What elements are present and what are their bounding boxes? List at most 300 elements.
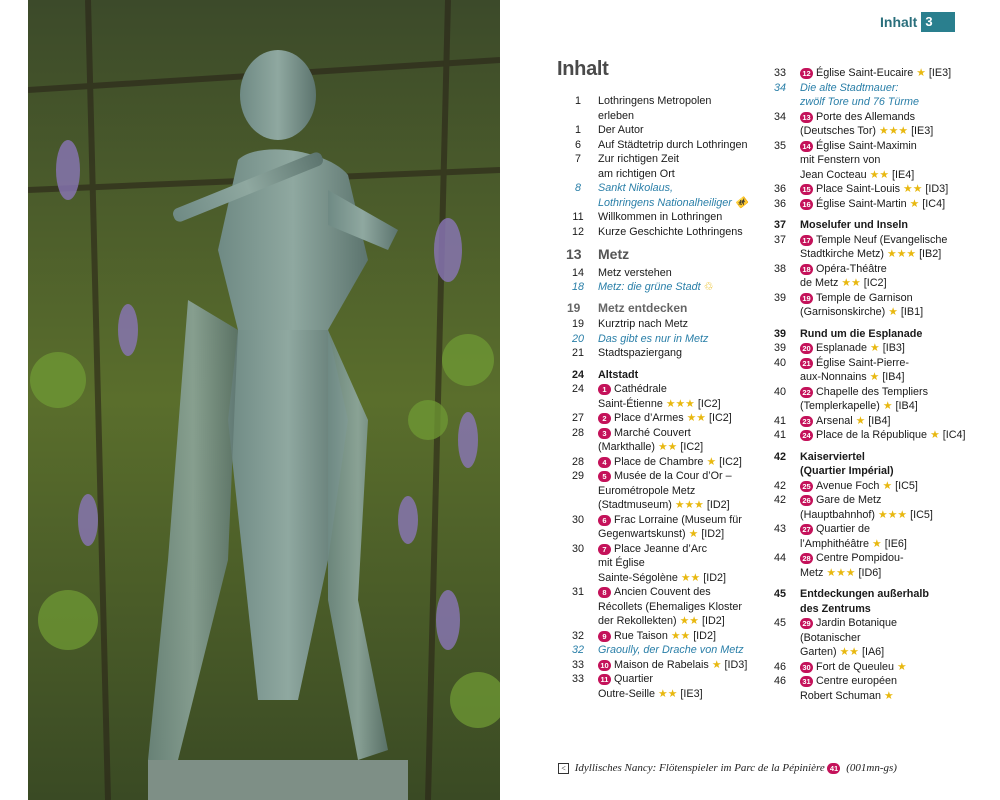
toc-entry <box>558 94 758 123</box>
map-reference: [IC2] <box>719 455 742 468</box>
toc-entry-label: Rund um die Esplanade <box>800 327 923 340</box>
rating-stars: ★★★ <box>674 499 704 511</box>
rating-stars: ★★ <box>841 277 861 289</box>
rating-stars: ★★★ <box>879 125 909 137</box>
toc-page-number: 14 <box>571 266 584 279</box>
toc-entry <box>558 455 758 470</box>
toc-entry-label: Auf Städtetrip durch Lothringen <box>598 138 748 151</box>
toc-entry-text <box>800 479 970 494</box>
rating-stars: ★ <box>872 537 882 550</box>
toc-page-number: 21 <box>571 347 584 359</box>
toc-entry-label: Kurztrip nach Metz <box>598 318 689 330</box>
toc-entry-text <box>598 94 758 123</box>
toc-entry-text <box>598 225 758 240</box>
toc-entry <box>760 385 970 414</box>
toc-entry <box>558 225 758 240</box>
toc-page-number: 39 <box>773 342 786 354</box>
toc-page-number: 37 <box>773 233 786 246</box>
sight-number-badge: 6 <box>598 515 611 526</box>
toc-entry-label: Jardin Botanique (Botanischer Garten) <box>800 617 898 658</box>
toc-page-number: 6 <box>574 138 581 151</box>
toc-entry-text <box>598 629 758 644</box>
toc-entry-label: Fort de Queuleu <box>816 660 895 673</box>
sight-number-badge: 8 <box>598 587 611 598</box>
toc-entry-label: Kurze Geschichte Lothringens <box>598 225 743 238</box>
toc-entry-label: Place d’Armes <box>614 412 684 424</box>
toc-page-number: 33 <box>773 67 786 79</box>
rating-stars: ★ <box>882 400 893 412</box>
photo-caption <box>558 762 897 774</box>
rating-stars: ★★ <box>670 629 691 642</box>
toc-page-number: 19 <box>567 300 581 315</box>
toc-entry <box>760 110 970 139</box>
toc-page-number: 32 <box>571 644 584 656</box>
caption-pointer-icon: < <box>558 763 569 774</box>
rating-stars: ★★ <box>686 412 706 424</box>
toc-entry-text <box>598 138 758 153</box>
toc-page-number: 44 <box>773 552 786 564</box>
toc-entry-text <box>598 332 758 347</box>
toc-page-number: 40 <box>773 385 786 398</box>
map-reference: [IB4] <box>895 400 918 412</box>
rating-stars: ★★★ <box>665 397 695 410</box>
map-reference: [ID6] <box>858 566 882 579</box>
toc-page-number: 24 <box>571 383 584 395</box>
toc-entry-label: Temple Neuf (Evangelische Stadtkirche Metz) <box>800 233 948 260</box>
toc-entry-text <box>598 266 758 281</box>
toc-page-number: 32 <box>571 629 584 642</box>
toc-entry <box>558 469 758 513</box>
toc-entry <box>760 81 970 110</box>
toc-entry <box>558 411 758 426</box>
sight-number-badge: 17 <box>800 235 813 246</box>
map-reference: [IC2] <box>863 277 887 289</box>
toc-page-number: 42 <box>773 494 786 506</box>
toc-entry <box>760 341 970 356</box>
toc-entry-text <box>598 368 758 383</box>
toc-entry <box>760 66 970 81</box>
sight-number-badge: 29 <box>800 618 813 629</box>
toc-title: Inhalt <box>557 58 609 80</box>
toc-page-number: 39 <box>773 327 786 340</box>
toc-entry <box>760 197 970 212</box>
sight-number-badge: 19 <box>800 293 813 304</box>
toc-entry-label: Moselufer und Inseln <box>800 219 908 231</box>
toc-entry-text <box>800 139 970 183</box>
toc-entry-text <box>598 585 758 629</box>
toc-entry-label: Das gibt es nur in Metz <box>598 332 709 345</box>
toc-entry <box>558 123 758 138</box>
map-reference: [IC4] <box>922 197 946 210</box>
toc-entry-label: Metz verstehen <box>598 266 672 279</box>
sight-number-badge: 15 <box>800 184 813 195</box>
toc-page-number: 30 <box>571 542 584 555</box>
toc-entry <box>760 414 970 429</box>
toc-entry-label: Église Saint-Eucaire <box>816 67 914 79</box>
toc-page-number: 1 <box>574 95 581 107</box>
toc-entry-text <box>598 513 758 542</box>
toc-entry <box>558 181 758 210</box>
toc-entry <box>760 356 970 385</box>
rating-stars: ★ <box>909 197 920 210</box>
sight-number-badge: 2 <box>598 413 611 424</box>
toc-entry <box>760 262 970 291</box>
rating-stars: ★★ <box>658 687 678 700</box>
rating-stars: ★ <box>706 455 717 468</box>
toc-page-number: 38 <box>773 262 786 275</box>
toc-entry-text <box>800 414 970 429</box>
toc-page-number: 13 <box>566 246 582 262</box>
toc-entry-text <box>800 233 970 262</box>
sight-number-badge: 3 <box>598 428 611 439</box>
map-reference: [ID2] <box>701 528 725 540</box>
toc-entry <box>558 542 758 586</box>
sight-number-badge: 20 <box>800 343 813 354</box>
sight-number-badge: 9 <box>598 631 611 642</box>
map-reference: [IC2] <box>708 412 732 424</box>
sight-number-badge: 31 <box>800 676 813 687</box>
map-reference: [IC4] <box>942 429 966 441</box>
toc-page-number: 37 <box>773 219 786 231</box>
toc-entry <box>760 616 970 660</box>
page-number: 3 <box>921 12 955 32</box>
toc-page-number: 34 <box>773 110 786 123</box>
toc-page-number: 28 <box>571 426 584 439</box>
map-reference: [IA6] <box>861 646 885 658</box>
toc-entry-label: Metz: die grüne Stadt <box>598 281 701 293</box>
toc-entry <box>558 382 758 411</box>
toc-entry-label: Frac Lorraine (Museum für Gegenwartskunst) <box>598 513 742 540</box>
map-reference: [IE3] <box>928 67 952 79</box>
sight-number-badge: 11 <box>598 674 611 685</box>
map-reference: [ID2] <box>706 499 730 511</box>
sight-number-badge: 26 <box>800 495 813 506</box>
tip-icon: 🚸 <box>734 196 749 209</box>
toc-entry-text <box>598 123 758 138</box>
map-reference: [IE6] <box>884 537 907 550</box>
toc-page-number: 27 <box>571 412 584 424</box>
toc-entry <box>558 368 758 383</box>
toc-entry-label: Centre Pompidou- Metz <box>800 552 904 579</box>
map-reference: [IC5] <box>895 479 918 492</box>
toc-entry-text <box>598 469 758 513</box>
toc-entry-text <box>800 327 970 342</box>
toc-entry-label: Ancien Couvent des Récollets (Ehemaliges Kloster der Rekollekten) <box>598 586 743 627</box>
toc-entry-label: Marché Couvert (Markthalle) <box>598 426 691 453</box>
rating-stars: ★ <box>916 67 926 79</box>
toc-entry-text <box>800 291 970 320</box>
toc-entry <box>760 291 970 320</box>
rating-stars: ★ <box>897 660 907 673</box>
toc-entry <box>760 551 970 580</box>
map-reference: [IE4] <box>892 168 915 181</box>
toc-entry <box>760 233 970 262</box>
toc-entry-text <box>800 81 970 110</box>
toc-entry-label: Temple de Garnison (Garnisonskirche) <box>800 291 913 318</box>
running-header <box>880 12 955 32</box>
toc-column-left <box>558 94 758 701</box>
map-reference: [IB4] <box>868 414 891 427</box>
sight-number-badge: 21 <box>800 358 813 369</box>
toc-entry-label: Porte des Allemands (Deutsches Tor) <box>800 110 916 137</box>
toc-entry-text <box>800 522 970 551</box>
rating-stars: ★★ <box>680 571 701 584</box>
toc-page-number: 46 <box>773 660 786 673</box>
map-reference: [IB4] <box>882 371 905 383</box>
toc-page-number: 18 <box>571 281 584 293</box>
toc-entry-text <box>598 181 758 210</box>
toc-entry <box>760 218 970 233</box>
sight-number-badge: 23 <box>800 416 813 427</box>
rating-stars: ★★★ <box>887 248 917 260</box>
toc-entry-label: Gare de Metz (Hauptbahnhof) <box>800 494 882 521</box>
toc-entry <box>558 643 758 658</box>
toc-entry-text <box>598 210 758 225</box>
toc-entry <box>760 327 970 342</box>
toc-entry <box>558 426 758 455</box>
sight-number-badge: 13 <box>800 112 813 123</box>
toc-entry-label: Stadtspaziergang <box>598 347 683 359</box>
toc-entry-label: Centre européen Robert Schuman <box>800 675 898 702</box>
toc-entry <box>760 182 970 197</box>
toc-entry-label: Place de la République <box>816 429 928 441</box>
toc-entry-label: Place de Chambre <box>614 455 704 468</box>
toc-entry-label: Entdeckungen außerhalb des Zentrums <box>800 588 929 615</box>
toc-entry-text <box>800 587 970 616</box>
toc-entry-text <box>800 341 970 356</box>
rating-stars: ★★ <box>658 441 678 453</box>
rating-stars: ★ <box>711 658 722 671</box>
rating-stars: ★ <box>930 429 940 441</box>
toc-page-number: 8 <box>574 182 581 194</box>
toc-page-number: 35 <box>773 139 786 152</box>
toc-page-number: 46 <box>773 675 786 687</box>
toc-entry-text <box>598 301 758 316</box>
toc-entry-text <box>800 385 970 414</box>
toc-page-number: 19 <box>571 318 584 330</box>
toc-entry <box>760 674 970 703</box>
toc-page-number: 30 <box>571 513 584 526</box>
sight-number-badge: 18 <box>800 264 813 275</box>
toc-entry-label: Opéra-Théâtre de Metz <box>800 262 887 289</box>
caption-badge: 41 <box>827 763 840 774</box>
sight-number-badge: 22 <box>800 387 813 398</box>
toc-page-number: 28 <box>571 455 584 468</box>
sight-number-badge: 5 <box>598 471 611 482</box>
sight-number-badge: 14 <box>800 141 813 152</box>
toc-entry-label: Zur richtigen Zeit am richtigen Ort <box>598 153 680 180</box>
map-reference: [IB1] <box>900 306 924 318</box>
toc-page-number: 42 <box>773 450 786 463</box>
toc-page-number: 33 <box>571 658 584 671</box>
map-reference: [IB2] <box>919 248 942 260</box>
toc-entry-text <box>800 262 970 291</box>
sight-number-badge: 1 <box>598 384 611 395</box>
toc-entry-label: Metz entdecken <box>598 300 688 315</box>
map-reference: [ID3] <box>925 183 949 195</box>
toc-entry <box>558 266 758 281</box>
toc-entry-text <box>800 110 970 139</box>
toc-entry <box>760 660 970 675</box>
toc-entry <box>558 247 758 262</box>
sight-number-badge: 30 <box>800 662 813 673</box>
toc-entry <box>760 139 970 183</box>
toc-entry-text <box>800 197 970 212</box>
map-reference: [IE3] <box>911 125 934 137</box>
rating-stars: ★★ <box>679 615 699 627</box>
toc-entry-label: Église Saint-Maximin mit Fenstern von Jean Cocteau <box>800 139 917 181</box>
toc-entry-text <box>800 674 970 703</box>
toc-page-number: 12 <box>571 225 584 238</box>
sight-number-badge: 4 <box>598 457 611 468</box>
sight-number-badge: 10 <box>598 660 611 671</box>
cover-photo-flute-player-statue <box>28 0 500 800</box>
toc-entry-label: Arsenal <box>816 414 853 427</box>
toc-entry <box>558 658 758 673</box>
toc-entry-label: Musée de la Cour d’Or – Eurométropole Metz (Stadtmuseum) <box>598 470 732 511</box>
toc-entry-label: Maison de Rabelais <box>614 658 709 671</box>
toc-entry-label: Rue Taison <box>614 629 668 642</box>
toc-entry-label: Quartier de l’Amphithéâtre <box>800 523 871 550</box>
toc-entry-text <box>598 346 758 361</box>
toc-entry <box>760 493 970 522</box>
toc-entry-text <box>800 218 970 233</box>
rating-stars: ★ <box>882 479 893 492</box>
toc-entry <box>558 301 758 316</box>
toc-page-number: 41 <box>773 414 786 427</box>
toc-page-number: 34 <box>773 81 786 94</box>
caption-text: Idyllisches Nancy: Flötenspieler im Parc de la Pépinière <box>574 762 825 774</box>
header-label: Inhalt <box>880 14 918 30</box>
toc-entry-text <box>800 66 970 81</box>
rating-stars: ★★ <box>903 183 923 195</box>
rating-stars: ★ <box>884 689 894 702</box>
rating-stars: ★★★ <box>878 508 908 521</box>
caption-code: (001mn-gs) <box>846 762 897 774</box>
toc-page-number: 39 <box>773 291 786 304</box>
map-reference: [IC2] <box>680 441 704 453</box>
toc-entry-text <box>800 428 970 443</box>
toc-entry <box>558 152 758 181</box>
toc-entry-text <box>598 643 758 658</box>
toc-page-number: 36 <box>773 183 786 195</box>
toc-entry <box>558 138 758 153</box>
tip-icon: ♲ <box>703 281 714 293</box>
toc-entry-label: Esplanade <box>816 342 868 354</box>
toc-entry-text <box>800 450 970 479</box>
toc-entry-label: Église Saint-Pierre- aux-Nonnains <box>800 356 910 383</box>
sight-number-badge: 28 <box>800 553 813 564</box>
rating-stars: ★ <box>870 342 880 354</box>
toc-entry <box>558 280 758 295</box>
toc-entry <box>760 428 970 443</box>
toc-entry-text <box>598 411 758 426</box>
toc-entry <box>558 332 758 347</box>
toc-entry-label: Place Jeanne d’Arc mit Église Sainte-Ségolène <box>598 542 708 584</box>
toc-entry <box>760 587 970 616</box>
map-reference: [ID3] <box>724 658 748 671</box>
toc-entry-label: Sankt Nikolaus, Lothringens Nationalheiliger <box>598 182 732 209</box>
toc-entry-label: Chapelle des Templiers (Templerkapelle) <box>800 385 929 412</box>
toc-page-number: 20 <box>571 332 584 345</box>
sight-number-badge: 12 <box>800 68 813 79</box>
toc-entry <box>558 346 758 361</box>
toc-entry <box>558 317 758 332</box>
map-reference: [IC2] <box>697 397 721 410</box>
toc-entry-text <box>800 616 970 660</box>
toc-entry <box>558 513 758 542</box>
toc-entry-label: Metz <box>598 246 630 262</box>
map-reference: [IC5] <box>910 508 933 521</box>
toc-page-number: 11 <box>572 211 584 223</box>
toc-entry-label: Kaiserviertel (Quartier Impérial) <box>800 450 894 477</box>
toc-column-right <box>760 66 970 703</box>
rating-stars: ★ <box>869 371 880 383</box>
toc-entry <box>558 585 758 629</box>
toc-page-number: 45 <box>773 588 786 600</box>
toc-entry-text <box>598 382 758 411</box>
map-reference: [ID2] <box>693 629 716 642</box>
sight-number-badge: 16 <box>800 199 813 210</box>
sight-number-badge: 7 <box>598 544 611 555</box>
toc-entry <box>760 479 970 494</box>
toc-entry <box>558 210 758 225</box>
map-reference: [IE3] <box>680 687 703 700</box>
toc-entry-text <box>800 660 970 675</box>
toc-entry-text <box>800 356 970 385</box>
toc-entry-label: Lothringens Metropolen erleben <box>598 95 712 122</box>
rating-stars: ★★★ <box>826 566 856 579</box>
toc-entry-label: Graoully, der Drache von Metz <box>598 644 744 656</box>
toc-entry-text <box>800 182 970 197</box>
toc-entry-text <box>598 247 758 262</box>
toc-page-number: 33 <box>571 673 584 685</box>
toc-entry-label: Die alte Stadtmauer: zwölf Tore und 76 Türme <box>800 81 920 108</box>
toc-entry-label: Quartier Outre-Seille <box>598 673 656 700</box>
toc-entry-label: Avenue Foch <box>816 479 880 492</box>
toc-entry-text <box>598 426 758 455</box>
sight-number-badge: 24 <box>800 430 813 441</box>
rating-stars: ★★ <box>839 646 859 658</box>
toc-page-number: 24 <box>571 368 584 381</box>
map-reference: [ID2] <box>703 571 727 584</box>
toc-entry-text <box>800 493 970 522</box>
rating-stars: ★ <box>855 414 866 427</box>
toc-entry-label: Der Autor <box>598 124 644 136</box>
toc-page-number: 42 <box>773 479 786 492</box>
toc-entry <box>760 522 970 551</box>
toc-entry-text <box>598 672 758 701</box>
sight-number-badge: 27 <box>800 524 813 535</box>
sight-number-badge: 25 <box>800 481 813 492</box>
toc-entry-text <box>598 280 758 295</box>
toc-page-number: 41 <box>773 429 786 441</box>
toc-page-number: 31 <box>571 586 584 598</box>
toc-page-number: 36 <box>773 197 786 210</box>
toc-entry-text <box>598 658 758 673</box>
toc-entry-text <box>598 152 758 181</box>
toc-entry-label: Altstadt <box>598 368 639 381</box>
toc-page-number: 43 <box>773 523 786 535</box>
rating-stars: ★★ <box>869 168 889 181</box>
toc-page-number: 1 <box>574 124 581 136</box>
toc-entry-label: Église Saint-Martin <box>816 197 907 210</box>
toc-entry <box>558 672 758 701</box>
toc-page-number: 7 <box>574 153 581 165</box>
toc-entry-label: Willkommen in Lothringen <box>598 211 723 223</box>
rating-stars: ★ <box>688 528 699 540</box>
toc-entry-label: Cathédrale Saint-Étienne <box>598 383 667 410</box>
